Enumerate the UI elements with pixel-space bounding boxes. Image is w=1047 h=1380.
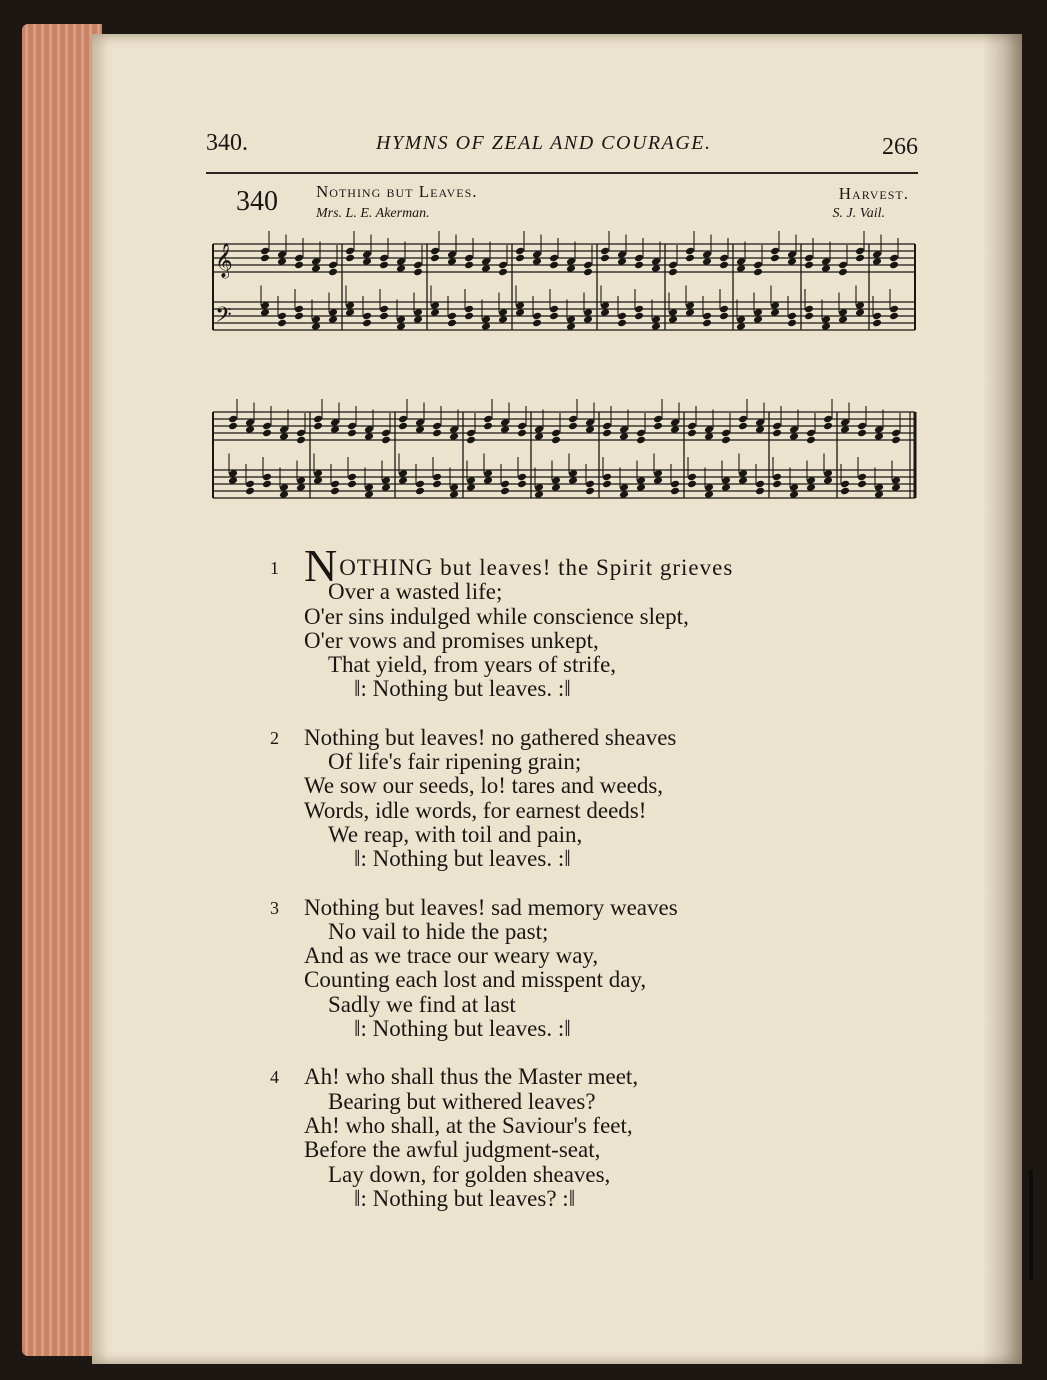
running-hymn-number: 340.	[206, 130, 248, 156]
verse-line: Nothing but leaves! sad memory weaves	[304, 894, 678, 920]
verse-line: Lay down, for golden sheaves,	[328, 1161, 611, 1187]
note-head	[738, 422, 748, 431]
note-head	[515, 254, 525, 263]
note-head	[260, 254, 270, 263]
note-head	[296, 436, 306, 445]
verse-line: We sow our seeds, lo! tares and weeds,	[304, 773, 664, 799]
note-head	[381, 436, 391, 445]
note-head	[551, 436, 561, 445]
verse-refrain: ‖: Nothing but leaves. :‖	[354, 846, 571, 872]
note-head	[313, 422, 323, 431]
music-score	[205, 226, 921, 520]
note-head	[702, 319, 712, 328]
page-edge-mark	[1029, 1170, 1033, 1280]
note-head	[891, 436, 901, 445]
note-head	[262, 480, 272, 489]
verse-number: 3	[270, 897, 279, 918]
note-head	[330, 487, 340, 496]
note-head	[294, 312, 304, 321]
note-head	[498, 268, 508, 277]
note-head	[549, 312, 559, 321]
note-head	[398, 422, 408, 431]
note-head	[670, 487, 680, 496]
music-system-1	[213, 231, 915, 333]
verse-line: O'er sins indulged while conscience slept,	[304, 603, 689, 629]
hymn-title: Nothing but Leaves.	[316, 182, 478, 201]
note-head	[430, 254, 440, 263]
note-head	[583, 268, 593, 277]
verse-line: Ah! who shall thus the Master meet,	[304, 1064, 639, 1090]
svg-text:𝄢: 𝄢	[215, 303, 232, 333]
note-head	[532, 319, 542, 328]
note-head	[857, 429, 867, 438]
note-head	[464, 312, 474, 321]
note-head	[228, 422, 238, 431]
note-head	[653, 422, 663, 431]
verse-line: Ah! who shall, at the Saviour's feet,	[304, 1112, 633, 1138]
note-head	[362, 319, 372, 328]
running-head	[206, 130, 918, 170]
verse-refrain: ‖: Nothing but leaves. :‖	[354, 676, 571, 702]
note-head	[483, 422, 493, 431]
note-head	[600, 254, 610, 263]
note-head	[823, 422, 833, 431]
note-head	[328, 268, 338, 277]
note-head	[617, 319, 627, 328]
tune-composer: S. J. Vail.	[832, 206, 885, 221]
note-head	[804, 312, 814, 321]
first-line-rest: OTHING but leaves! the Spirit grieves	[339, 555, 734, 580]
note-head	[568, 422, 578, 431]
note-head	[415, 487, 425, 496]
tune-name: Harvest.	[838, 184, 909, 203]
hymn-author: Mrs. L. E. Akerman.	[316, 206, 430, 221]
note-head	[345, 254, 355, 263]
hymn-number: 340	[236, 186, 278, 217]
note-head	[770, 254, 780, 263]
note-head	[379, 312, 389, 321]
section-title: HYMNS OF ZEAL AND COURAGE.	[376, 132, 712, 154]
verses	[270, 540, 734, 1235]
stanza-1	[270, 540, 734, 702]
note-head	[294, 261, 304, 270]
note-head	[840, 487, 850, 496]
music-system-2	[213, 399, 915, 499]
note-head	[772, 480, 782, 489]
verse-refrain: ‖: Nothing but leaves? :‖	[354, 1185, 576, 1211]
note-head	[855, 254, 865, 263]
note-head	[464, 261, 474, 270]
note-head	[838, 268, 848, 277]
page-number: 266	[882, 134, 918, 160]
note-head	[787, 319, 797, 328]
stanza-3	[270, 896, 733, 1042]
verse-line: Bearing but withered leaves?	[328, 1088, 596, 1114]
verse-line: We reap, with toil and pain,	[328, 821, 583, 847]
verse-line: No vail to hide the past;	[328, 918, 549, 944]
note-head	[602, 480, 612, 489]
note-head	[517, 429, 527, 438]
note-head	[872, 319, 882, 328]
verse-line: O'er vows and promises unkept,	[304, 627, 599, 653]
note-head	[889, 261, 899, 270]
note-head	[585, 487, 595, 496]
verse-line: Nothing but leaves! no gathered sheaves	[304, 724, 677, 750]
drop-cap: N	[304, 540, 338, 591]
note-head	[685, 254, 695, 263]
note-head	[857, 480, 867, 489]
note-head	[687, 480, 697, 489]
verse-refrain: ‖: Nothing but leaves. :‖	[354, 1016, 571, 1042]
stanza-4	[270, 1065, 733, 1211]
note-head	[262, 429, 272, 438]
note-head	[719, 261, 729, 270]
note-head	[517, 480, 527, 489]
note-head	[432, 480, 442, 489]
verse-line: That yield, from years of strife,	[328, 652, 617, 678]
verse-line: Before the awful judgment-seat,	[304, 1137, 601, 1163]
note-head	[719, 312, 729, 321]
note-head	[636, 436, 646, 445]
note-head	[500, 487, 510, 496]
verse-line: And as we trace our weary way,	[304, 943, 599, 969]
note-head	[772, 429, 782, 438]
verse-line: Words, idle words, for earnest deeds!	[304, 797, 647, 823]
note-head	[634, 312, 644, 321]
note-head	[277, 319, 287, 328]
note-head	[347, 429, 357, 438]
note-head	[466, 436, 476, 445]
verse-number: 4	[270, 1067, 279, 1088]
note-head	[889, 312, 899, 321]
verse-number: 1	[270, 558, 279, 578]
note-head	[245, 487, 255, 496]
note-head	[721, 436, 731, 445]
stanza-2	[270, 726, 733, 872]
page-edges	[22, 24, 102, 1356]
verse-line: Over a wasted life;	[328, 579, 503, 605]
note-head	[549, 261, 559, 270]
note-head	[804, 261, 814, 270]
verse-number: 2	[270, 727, 279, 748]
note-head	[347, 480, 357, 489]
verse-line: Of life's fair ripening grain;	[328, 749, 582, 775]
verse-line: Counting each lost and misspent day,	[304, 967, 647, 993]
note-head	[755, 487, 765, 496]
header-rule	[206, 172, 918, 174]
note-head	[413, 268, 423, 277]
note-head	[634, 261, 644, 270]
verse-line: Sadly we find at last	[328, 991, 516, 1017]
note-head	[602, 429, 612, 438]
note-head	[447, 319, 457, 328]
note-head	[687, 429, 697, 438]
svg-text:𝄞: 𝄞	[215, 243, 233, 278]
note-head	[668, 268, 678, 277]
note-head	[379, 261, 389, 270]
note-head	[806, 436, 816, 445]
note-head	[753, 268, 763, 277]
note-head	[432, 429, 442, 438]
page-gutter-shadow	[982, 34, 1022, 1364]
verse-line	[270, 540, 734, 591]
